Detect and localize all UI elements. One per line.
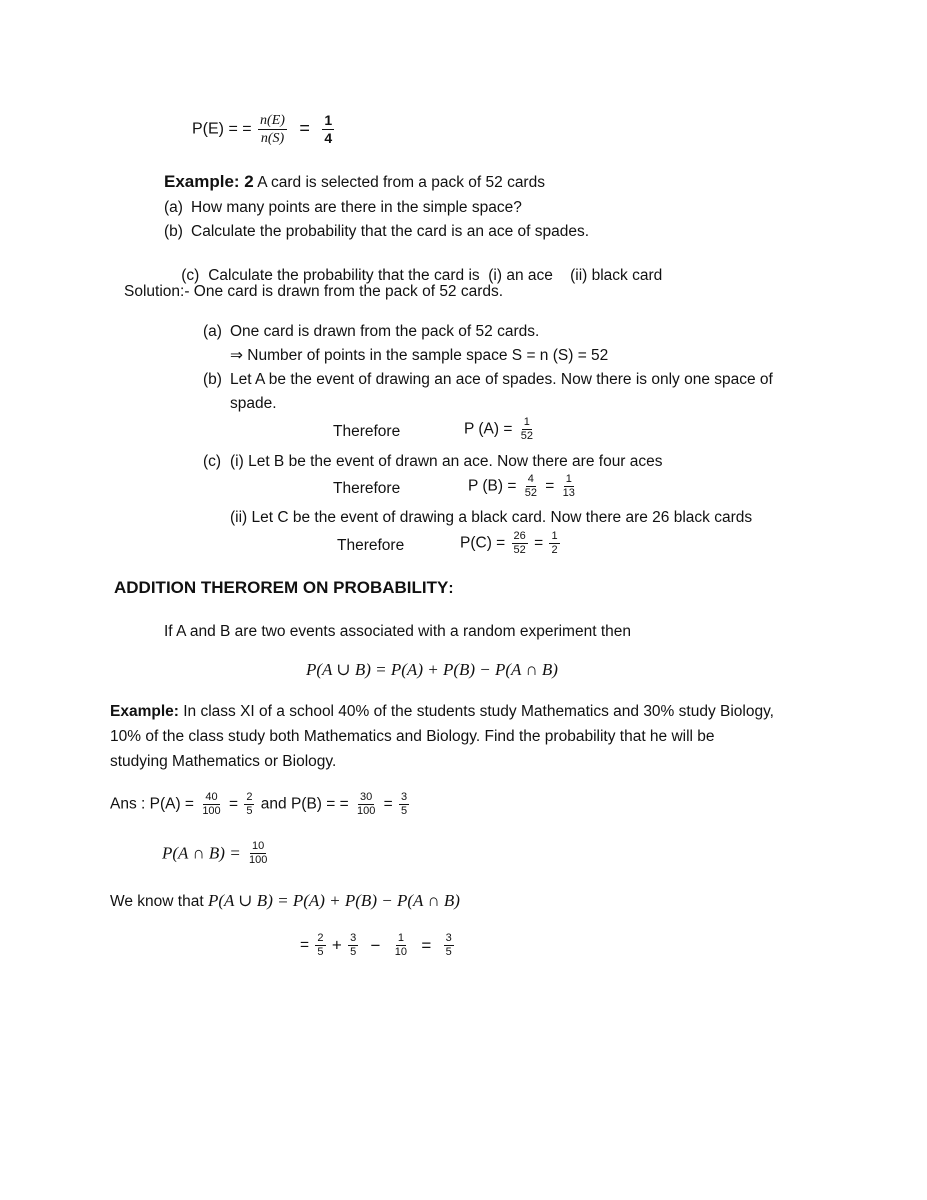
example2-heading: [164, 172, 545, 193]
equals-sign: =: [299, 117, 310, 138]
solution-b-therefore: Therefore: [333, 423, 401, 440]
fraction-calc-3-5: $\frac{3}{5}$: [350, 932, 357, 958]
fraction-40-100: $\frac{40}{100}$: [202, 791, 221, 817]
solution-c-i-therefore: Therefore: [333, 480, 401, 497]
fraction-1-13: $\frac{1}{13}$: [562, 473, 575, 499]
solution-b-formula: P (A) = $\frac{1}{52}$: [464, 416, 533, 442]
answer-line: Ans : P(A) = $\frac{40}{100}$ = $\frac{2}{5}$ and P(B) = = $\frac{30}{100}$ = $\frac{3}{5}$: [110, 791, 408, 817]
example2-title: Example: 2: [164, 172, 254, 191]
fraction-26-52: $\frac{26}{52}$: [513, 530, 526, 556]
fraction-2-5: $\frac{2}{5}$: [246, 791, 253, 817]
solution-c-i-formula: P (B) = $\frac{4}{52}$ = $\frac{1}{13}$: [468, 473, 575, 499]
calculation-line: = $\frac{2}{5}$ + $\frac{3}{5}$ − $\frac{1}{10}$ = $\frac{3}{5}$: [300, 932, 452, 958]
solution-c-i-line: (c) (i) Let B be the event of drawn an ace. Now there are four aces: [203, 453, 663, 470]
addition-intro: If A and B are two events associated with a random experiment then: [164, 623, 631, 640]
intersection-line: P(A ∩ B) = $\frac{10}{100}$: [162, 840, 268, 866]
solution-a-line1: (a) One card is drawn from the pack of 52 cards.: [203, 323, 540, 340]
example2-item-b: (b) Calculate the probability that the card is an ace of spades.: [164, 223, 590, 240]
example3-line2: 10% of the class study both Mathematics and Biology. Find the probability that he will be: [110, 728, 715, 745]
fraction-nE-nS: $\frac{n(E)}{n(S)}$: [260, 113, 285, 146]
formula-prefix: P(E) = =: [192, 120, 252, 138]
example2-item-a: (a) How many points are there in the simple space?: [164, 199, 522, 216]
solution-c-ii-line: (ii) Let C be the event of drawing a black card. Now there are 26 black cards: [230, 509, 753, 526]
solution-b-line2: spade.: [230, 395, 277, 412]
addition-formula: P(A ∪ B) = P(A) + P(B) − P(A ∩ B): [306, 660, 558, 679]
we-know-line: We know that P(A ∪ B) = P(A) + P(B) − P(A ∩ B): [110, 891, 460, 910]
fraction-calc-2-5: $\frac{2}{5}$: [317, 932, 324, 958]
addition-heading: ADDITION THEROREM ON PROBABILITY:: [114, 578, 454, 597]
fraction-1-2: $\frac{1}{2}$: [551, 530, 558, 556]
fraction-30-100: $\frac{30}{100}$: [357, 791, 376, 817]
example2-text: A card is selected from a pack of 52 cards: [257, 174, 545, 191]
fraction-4-52: $\frac{4}{52}$: [524, 473, 537, 499]
solution-intro: Solution:- One card is drawn from the pack of 52 cards.: [124, 283, 504, 300]
solution-a-line2: ⇒ Number of points in the sample space S = n (S) = 52: [230, 347, 609, 364]
solution-b-line1: (b) Let A be the event of drawing an ace of spades. Now there is only one space of: [203, 371, 773, 388]
example3-line3: studying Mathematics or Biology.: [110, 753, 337, 770]
example3-line1: Example: In class XI of a school 40% of the students study Mathematics and 30% study Biology,: [110, 703, 774, 720]
fraction-calc-1-10: $\frac{1}{10}$: [394, 932, 407, 958]
fraction-10-100: $\frac{10}{100}$: [248, 840, 268, 866]
solution-c-ii-therefore: Therefore: [337, 537, 405, 554]
fraction-1-52: $\frac{1}{52}$: [520, 416, 533, 442]
fraction-one-quarter: $\frac{1}{4}$: [324, 112, 333, 146]
example2-item-c: (c) Calculate the probability that the card is (i) an ace (ii) black card: [181, 267, 663, 284]
fraction-calc-3-5-result: $\frac{3}{5}$: [445, 932, 452, 958]
solution-c-ii-formula: P(C) = $\frac{26}{52}$ = $\frac{1}{2}$: [460, 530, 558, 556]
fraction-3-5: $\frac{3}{5}$: [401, 791, 408, 817]
top-formula: [192, 112, 336, 147]
